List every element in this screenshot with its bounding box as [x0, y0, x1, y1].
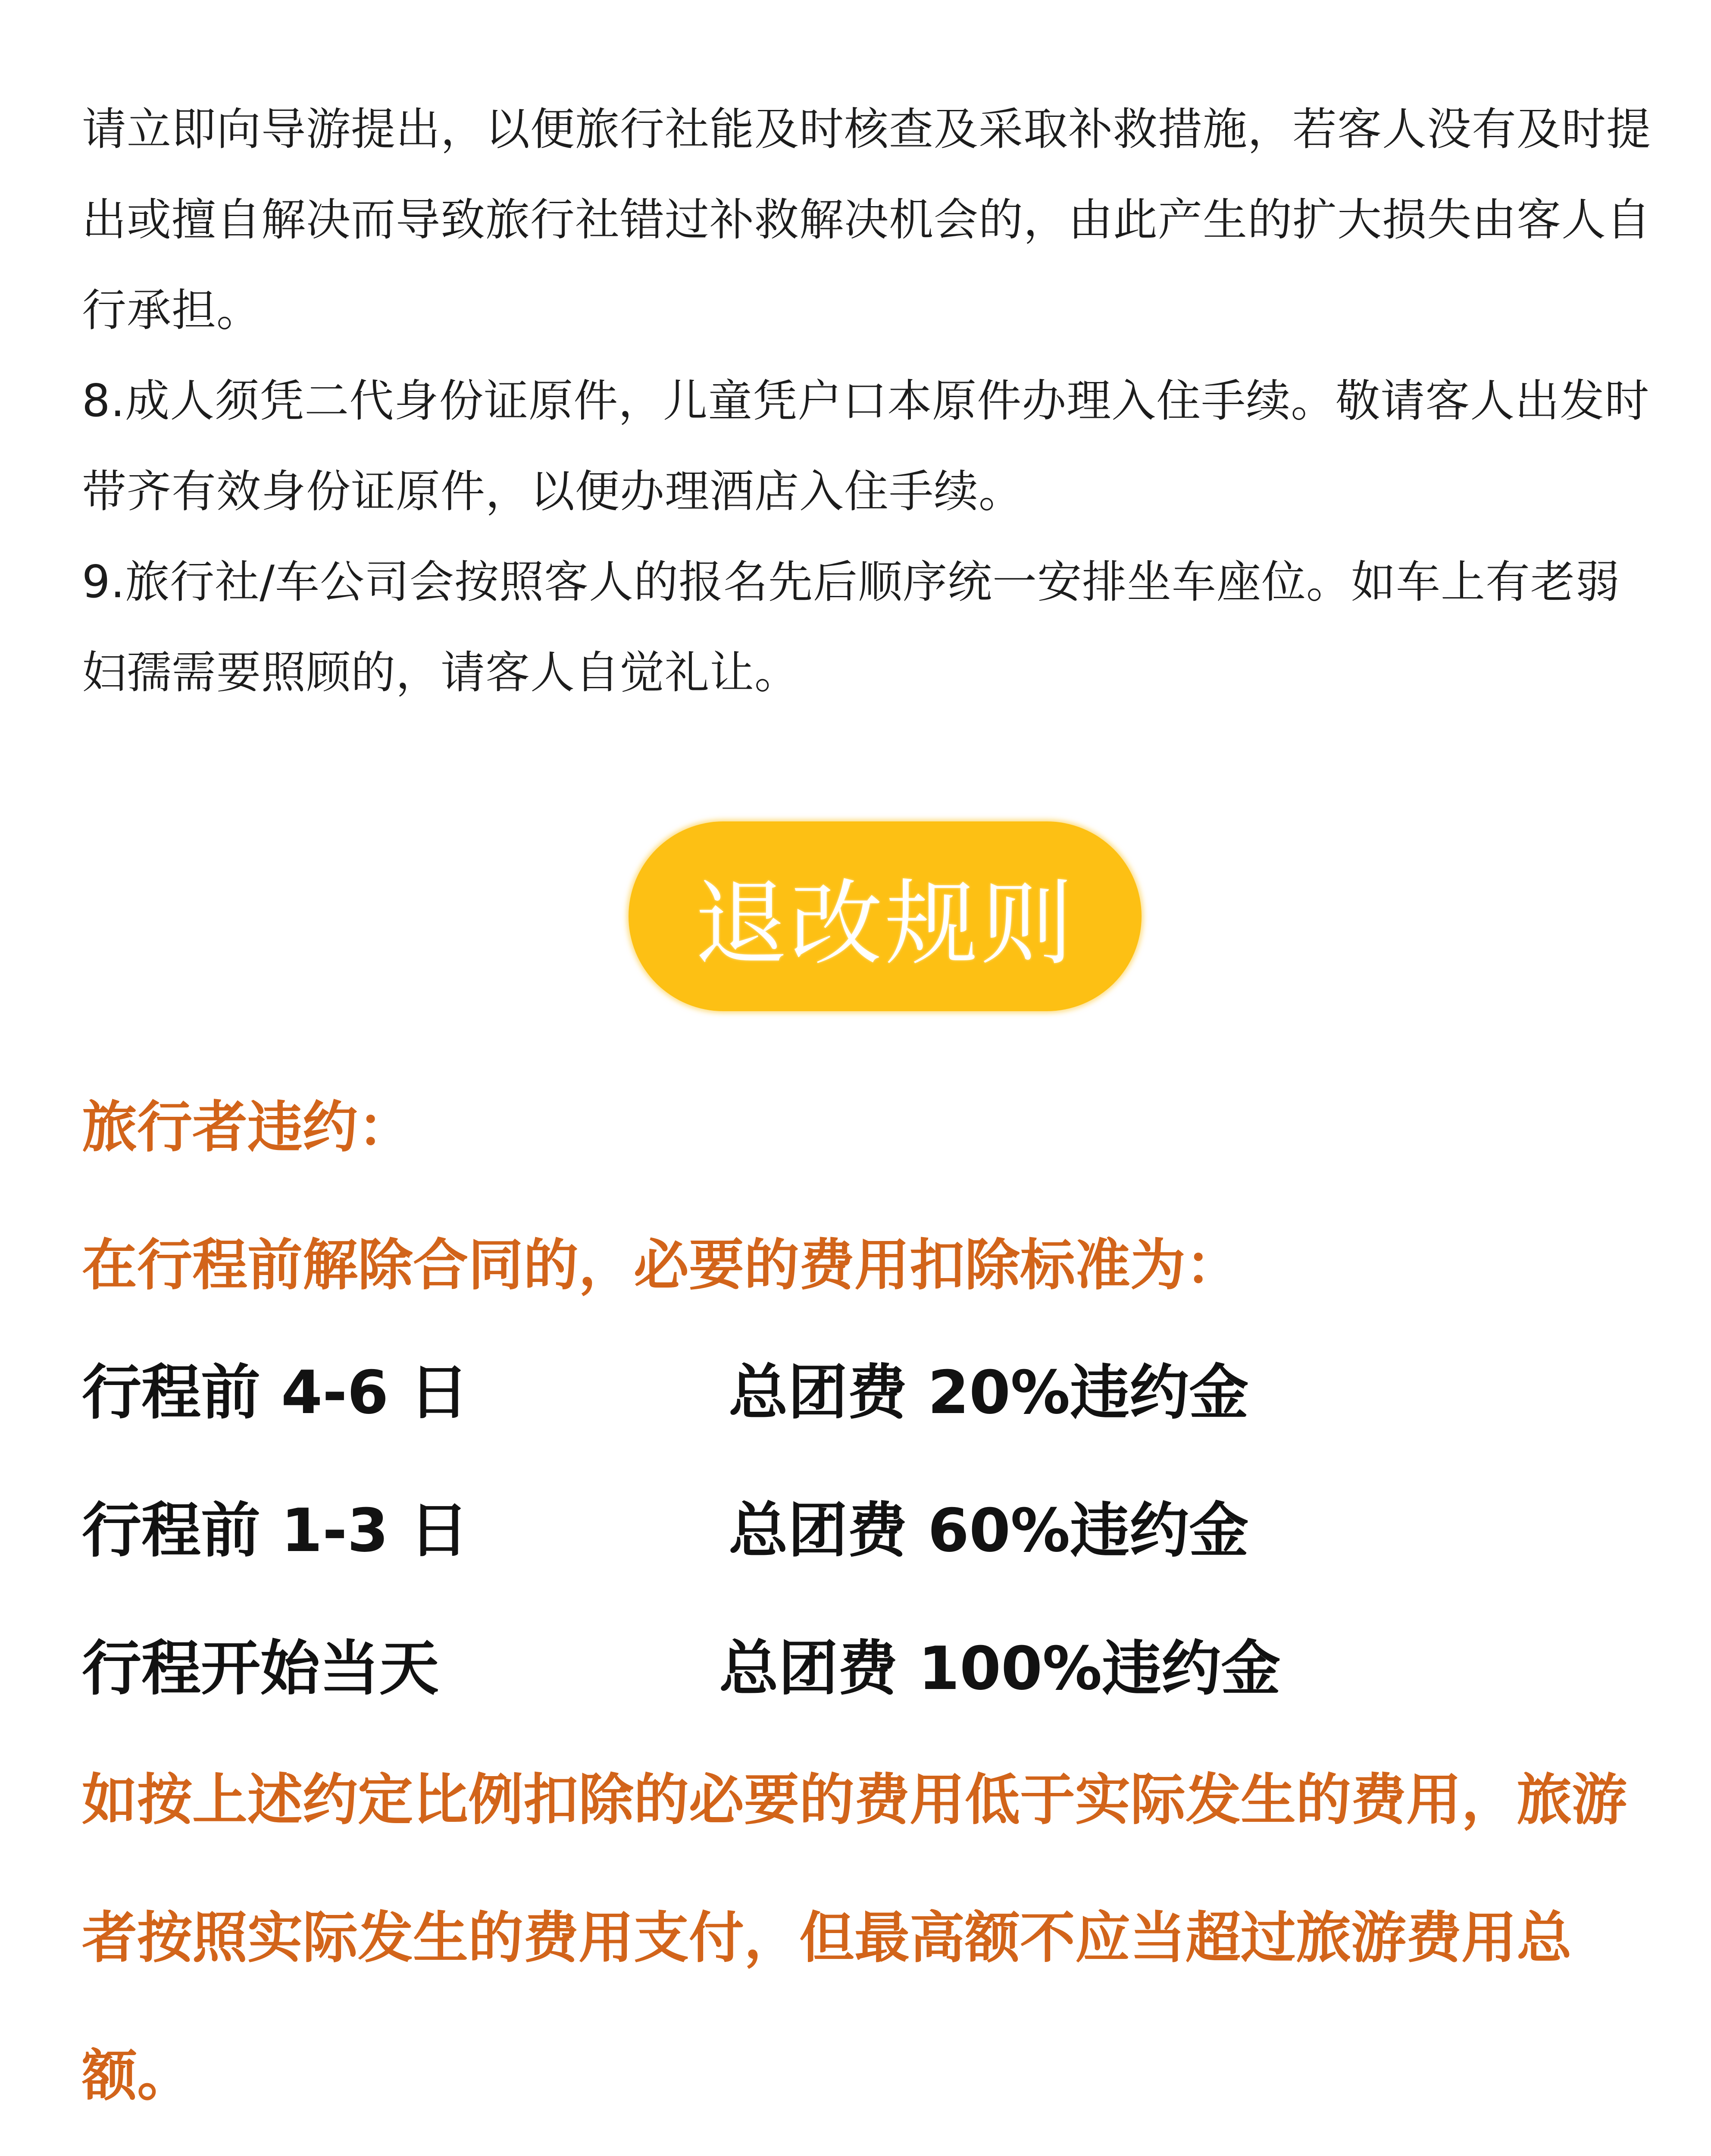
note-paragraph-remedy: 请立即向导游提出，以便旅行社能及时核查及采取补救措施，若客人没有及时提出或擅自解决而导致旅行社错过补救解决机会的，由此产生的扩大损失由客人自行承担。: [82, 103, 1651, 336]
penalty-row: [82, 1630, 1548, 1708]
actual-cost-note: 如按上述约定比例扣除的必要的费用低于实际发生的费用，旅游者按照实际发生的费用支付，但最高额不应当超过旅游费用总额。: [82, 1768, 1627, 2108]
penalty-row: [82, 1492, 1548, 1570]
penalty-period: 行程前 4-6 日: [82, 1358, 469, 1427]
penalty-fee: 总团费 60%违约金: [729, 1496, 1249, 1565]
cancellation-intro: 在行程前解除合同的，必要的费用扣除标准为：: [82, 1233, 1241, 1297]
refund-rules-heading: 退改规则: [694, 870, 1076, 978]
traveler-breach-subtitle: 旅行者违约：: [82, 1095, 413, 1159]
penalty-row: [82, 1354, 1548, 1432]
penalty-period: 行程前 1-3 日: [82, 1496, 469, 1565]
penalty-fee: 总团费 100%违约金: [719, 1634, 1281, 1703]
penalty-period: 行程开始当天: [82, 1634, 439, 1703]
penalty-fee: 总团费 20%违约金: [729, 1358, 1249, 1427]
refund-rules-heading-pill: [629, 821, 1142, 1011]
note-paragraph-8-id-check-in: 8.成人须凭二代身份证原件，儿童凭户口本原件办理入住手续。敬请客人出发时带齐有效身份证原件，以便办理酒店入住手续。: [82, 375, 1650, 517]
note-paragraph-9-seating: 9.旅行社/车公司会按照客人的报名先后顺序统一安排坐车座位。如车上有老弱妇孺需要照顾的，请客人自觉礼让。: [82, 556, 1620, 699]
